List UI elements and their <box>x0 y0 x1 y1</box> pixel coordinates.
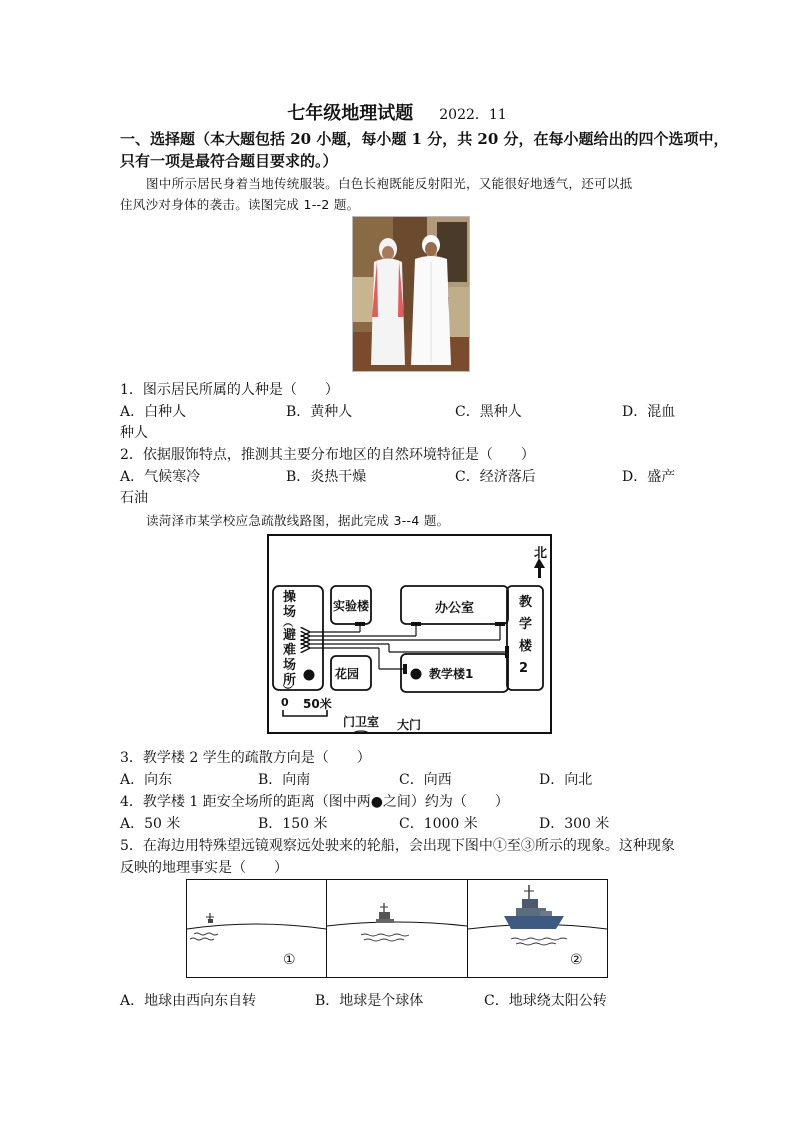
q2-option-c[interactable]: C．经济落后 <box>455 469 536 485</box>
q5-option-a[interactable]: A．地球由西向东自转 <box>120 993 257 1009</box>
q2-option-a[interactable]: A．气候寒冷 <box>120 469 201 485</box>
ship-observation-figure <box>186 879 608 978</box>
lab-label: 实验楼 <box>333 599 370 613</box>
q1-option-c[interactable]: C．黑种人 <box>455 404 522 420</box>
intro1-line2: 住风沙对身体的袭击。读图完成 1--2 题。 <box>120 197 360 212</box>
question-3-stem: 3．教学楼 2 学生的疏散方向是（ ） <box>120 750 371 766</box>
q1-option-b[interactable]: B．黄种人 <box>286 404 353 420</box>
title-date: 2022．11 <box>439 107 507 123</box>
guard-room-label: 门卫室 <box>343 715 380 729</box>
q3-option-a[interactable]: A．向东 <box>120 772 173 788</box>
playground-label: 操 场 ︵ 避 难 场 所 ︶ <box>283 590 297 697</box>
question-1-stem: 1．图示居民所属的人种是（ ） <box>120 382 339 398</box>
question-5-stem-line2: 反映的地理事实是（ ） <box>120 860 288 876</box>
q4-option-a[interactable]: A．50 米 <box>120 816 181 832</box>
q2-option-b[interactable]: B．炎热干燥 <box>286 469 367 485</box>
question-4-stem: 4．教学楼 1 距安全场所的距离（图中两●之间）约为（ ） <box>120 794 509 810</box>
q4-option-b[interactable]: B．150 米 <box>258 816 328 832</box>
north-arrow-icon <box>534 558 545 578</box>
figure-label-1: ① <box>283 952 296 968</box>
q1-option-a[interactable]: A．白种人 <box>120 404 187 420</box>
residents-photo <box>352 216 470 372</box>
safe-area-dot <box>304 670 315 681</box>
question-2-stem: 2．依据服饰特点，推测其主要分布地区的自然环境特征是（ ） <box>120 447 535 463</box>
building1-label: 教学楼1 <box>429 667 474 681</box>
q1-option-d[interactable]: D．混血 <box>622 404 676 420</box>
section-heading-line1: 一、选择题（本大题包括 20 小题，每小题 1 分，共 20 分，在每小题给出的四个选项中， <box>120 130 729 148</box>
q3-option-b[interactable]: B．向南 <box>258 772 311 788</box>
title-text: 七年级地理试题 <box>287 103 414 124</box>
building2-label: 教 学 楼 2 <box>519 595 533 676</box>
q1-option-d-wrap: 种人 <box>120 425 148 441</box>
q3-option-d[interactable]: D．向北 <box>539 772 593 788</box>
scale-zero: 0 <box>281 696 289 709</box>
garden-label: 花园 <box>335 667 360 681</box>
q5-option-c[interactable]: C．地球绕太阳公转 <box>484 993 607 1009</box>
page-title <box>0 99 794 125</box>
question-5-stem-line1: 5．在海边用特殊望远镜观察远处驶来的轮船，会出现下图中①至③所示的现象。这种现象 <box>120 838 675 854</box>
q4-option-c[interactable]: C．1000 米 <box>399 816 478 832</box>
q3-option-c[interactable]: C．向西 <box>399 772 452 788</box>
section-heading-line2: 只有一项是最符合题目要求的。） <box>120 152 338 170</box>
office-label: 办公室 <box>435 601 475 616</box>
q5-option-b[interactable]: B．地球是个球体 <box>315 993 424 1009</box>
gate-label: 大门 <box>397 718 422 732</box>
figure-label-2: ② <box>570 952 583 968</box>
scale-length: 50米 <box>303 697 332 711</box>
evacuation-map <box>267 534 552 734</box>
intro2: 读菏泽市某学校应急疏散线路图，据此完成 3--4 题。 <box>146 513 450 528</box>
intro1-line1: 图中所示居民身着当地传统服装。白色长袍既能反射阳光，又能很好地透气，还可以抵 <box>146 176 633 191</box>
q2-option-d-wrap: 石油 <box>120 490 148 506</box>
north-label: 北 <box>534 546 548 561</box>
building1-dot <box>411 669 422 680</box>
q4-option-d[interactable]: D．300 米 <box>539 816 610 832</box>
q2-option-d[interactable]: D．盛产 <box>622 469 676 485</box>
